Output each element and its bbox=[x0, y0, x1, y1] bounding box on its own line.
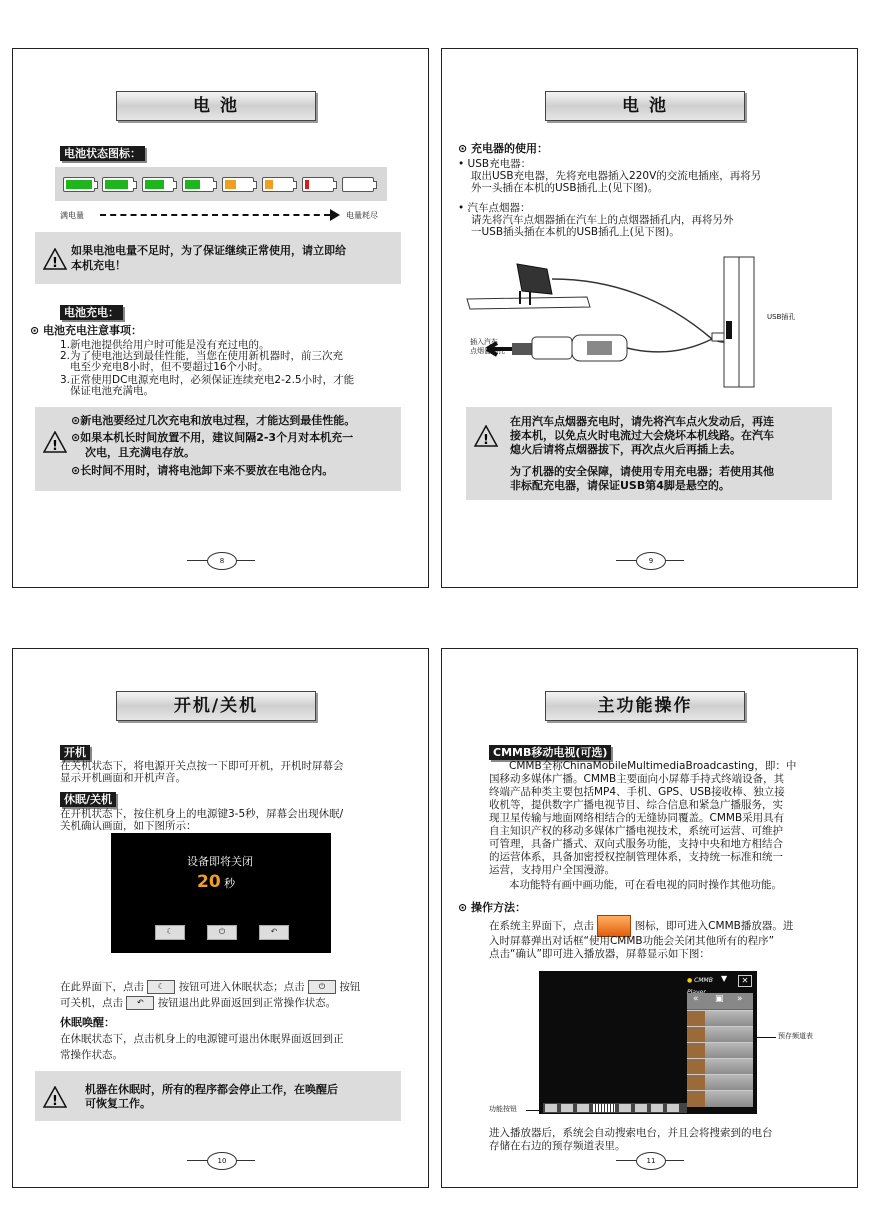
warning-box bbox=[35, 232, 401, 284]
warning-text-line: 如果电池电量不足时，为了保证继续正常使用，请立即给 bbox=[71, 244, 346, 257]
page-10 bbox=[12, 648, 429, 1188]
dashed-arrow bbox=[100, 214, 330, 216]
smiley-icon: ● bbox=[687, 977, 693, 984]
preset-pointer-line bbox=[754, 1037, 776, 1038]
close-button[interactable]: ✕ bbox=[738, 975, 752, 987]
function-toolbar bbox=[543, 1103, 687, 1113]
warning-text-line: 机器在休眠时，所有的程序都会停止工作，在唤醒后 bbox=[85, 1083, 338, 1096]
page-title: 开机/关机 bbox=[116, 691, 316, 721]
car-socket-label: 插入汽车 bbox=[470, 338, 498, 346]
page-11 bbox=[441, 648, 858, 1188]
warning-icon bbox=[43, 1086, 67, 1108]
channel-item[interactable] bbox=[687, 1010, 753, 1027]
channel-item[interactable] bbox=[687, 1090, 753, 1107]
charger-title: ⊙ 充电器的使用： bbox=[458, 142, 549, 155]
warning-text-line: 非标配充电器，请保证USB第4脚是悬空的。 bbox=[510, 479, 730, 492]
battery-icon bbox=[222, 177, 254, 192]
warning-icon bbox=[43, 431, 67, 453]
channel-item[interactable] bbox=[687, 1026, 753, 1043]
wake-text: 常操作状态。 bbox=[60, 1049, 123, 1061]
moon-icon: ☾ bbox=[157, 982, 165, 991]
empty-label: 电量耗尽 bbox=[346, 211, 378, 220]
player-logo-text: CMMB bbox=[694, 977, 713, 984]
back-button[interactable] bbox=[259, 925, 289, 940]
warning-text: 长时间不用时，请将电池卸下来不要放在电池仓内。 bbox=[80, 464, 334, 477]
warning-icon bbox=[43, 248, 67, 270]
cmmb-text-line: 运营，支持用户全国漫游。 bbox=[489, 864, 615, 876]
next-channel-button[interactable]: » bbox=[737, 994, 743, 1004]
car-title: • 汽车点烟器： bbox=[458, 202, 531, 214]
charging-label: 电池充电： bbox=[60, 305, 123, 320]
power-off-button[interactable] bbox=[207, 925, 237, 940]
page-number-text: 8 bbox=[207, 552, 237, 570]
note-line: 1.新电池提供给用户时可能是没有充过电的。 bbox=[60, 339, 270, 351]
after-text: 按钮 bbox=[339, 981, 361, 993]
notes-title-text: 电池充电注意事项： bbox=[43, 324, 143, 337]
method-text: 图标，即可进入CMMB播放器。进 bbox=[634, 920, 794, 932]
record-button[interactable] bbox=[651, 1104, 663, 1112]
volume-bar[interactable] bbox=[593, 1104, 615, 1112]
after-text-line bbox=[60, 995, 336, 1011]
channel-list bbox=[687, 993, 753, 1105]
dialog-countdown bbox=[197, 871, 235, 895]
warning-text-line: 可恢复工作。 bbox=[85, 1097, 151, 1110]
after-text: 按钮可进入休眠状态；点击 bbox=[178, 981, 305, 993]
cmmb-text-line: 的运营体系，具备加密授权控制管理体系，支持统一标准和统一 bbox=[489, 851, 783, 863]
after-text-line bbox=[60, 979, 360, 995]
countdown-unit: 秒 bbox=[224, 877, 236, 890]
channel-nav-bar bbox=[687, 993, 753, 1009]
method-text-line: 点击“确认”即可进入播放器，屏幕显示如下图： bbox=[489, 948, 710, 960]
page-title: 电 池 bbox=[116, 91, 316, 121]
screen-button[interactable] bbox=[545, 1104, 557, 1112]
usb-text: 取出USB充电器，先将充电器插入220V的交流电插座，再将另 bbox=[471, 170, 762, 182]
battery-icon bbox=[102, 177, 134, 192]
battery-icons-strip bbox=[55, 167, 387, 201]
countdown-number: 20 bbox=[197, 872, 221, 892]
usb-title-text: USB充电器： bbox=[467, 158, 532, 170]
bottom-text: 存储在右边的预存频道表里。 bbox=[489, 1140, 626, 1152]
warning-box bbox=[35, 407, 401, 491]
page-number-text: 11 bbox=[636, 1152, 666, 1170]
warning-text-line: 在用汽车点烟器充电时，请先将汽车点火发动后，再连 bbox=[510, 415, 774, 428]
power-on-label: 开机 bbox=[60, 745, 90, 760]
page-number bbox=[187, 1152, 255, 1170]
cmmb-text-line: CMMB全称ChinaMobileMultimediaBroadcasting，即：中 bbox=[489, 760, 797, 772]
cmmb-text-line: 国移动多媒体广播。CMMB主要面向小屏幕手持式终端设备，其 bbox=[489, 773, 785, 785]
car-socket-label: 点烟器插孔 bbox=[470, 347, 505, 355]
sleep-text: 关机确认画面，如下图所示： bbox=[60, 820, 197, 832]
sleep-off-label: 休眠/关机 bbox=[60, 792, 116, 807]
warning-text-line: 接本机，以免点火时电流过大会烧坏本机线路。在汽车 bbox=[510, 429, 774, 442]
svg-text:!: ! bbox=[52, 1094, 58, 1108]
usb-title: • USB充电器： bbox=[458, 158, 532, 170]
full-charge-label: 满电量 bbox=[60, 211, 84, 220]
bottom-text: 进入播放器后，系统会自动搜索电台，并且会将搜索到的电台 bbox=[489, 1127, 773, 1139]
after-text: 可关机，点击 bbox=[60, 997, 123, 1009]
battery-icon bbox=[63, 177, 95, 192]
cmmb-text-line: 自主知识产权的移动多媒体广播电视技术，系统可运营、可维护 bbox=[489, 825, 783, 837]
arrow-head-icon bbox=[330, 209, 340, 221]
warning-box bbox=[35, 1071, 401, 1121]
note-line: 2.为了使电池达到最佳性能，当您在使用新机器时，前三次充 bbox=[60, 350, 344, 362]
method-text-line: 入时屏幕弹出对话框“使用CMMB功能会关闭其他所有的程序” bbox=[489, 935, 775, 947]
battery-icon bbox=[142, 177, 174, 192]
cmmb-tv-icon bbox=[597, 915, 631, 937]
moon-icon: ☾ bbox=[166, 927, 174, 936]
note-line: 3.正常使用DC电源充电时，必须保证连续充电2-2.5小时，才能 bbox=[60, 374, 355, 386]
func-pointer-line bbox=[526, 1110, 542, 1111]
warning-text-line: 次电，且充满电存放。 bbox=[85, 446, 195, 459]
sleep-text: 在开机状态下，按住机身上的电源键3-5秒，屏幕会出现休眠/ bbox=[60, 808, 344, 820]
sleep-button[interactable] bbox=[155, 925, 185, 940]
svg-text:!: ! bbox=[52, 256, 58, 270]
prev-channel-button[interactable]: « bbox=[693, 994, 699, 1004]
battery-status-label: 电池状态图标： bbox=[60, 146, 145, 161]
preset-list-label: 预存频道表 bbox=[778, 1032, 813, 1040]
shutdown-dialog bbox=[111, 833, 331, 953]
sleep-inline-button bbox=[147, 980, 175, 994]
power-on-text: 在关机状态下，将电源开关点按一下即可开机，开机时屏幕会 bbox=[60, 760, 344, 772]
back-inline-button bbox=[126, 996, 154, 1010]
cmmb-text-line: 现卫星传输与地面网络相结合的无缝协同覆盖。CMMB采用具有 bbox=[489, 812, 785, 824]
warning-text-line: 熄火后请将点烟器拔下，再次点火后再插上去。 bbox=[510, 443, 741, 456]
search-button[interactable] bbox=[667, 1104, 679, 1112]
cmmb-player-screen bbox=[539, 971, 757, 1114]
notes-title: ⊙ 电池充电注意事项： bbox=[30, 324, 143, 337]
warning-text-line: ⊙长时间不用时，请将电池卸下来不要放在电池仓内。 bbox=[71, 464, 334, 477]
battery-icon bbox=[182, 177, 214, 192]
charger-title-text: 充电器的使用： bbox=[471, 142, 549, 155]
note-line: 电至少充电8小时，但不要超过16个小时。 bbox=[60, 361, 269, 373]
power-icon: ⏻ bbox=[218, 927, 226, 936]
battery-icon bbox=[262, 177, 294, 192]
warning-text-line: 为了机器的安全保障，请使用专用充电器；若使用其他 bbox=[510, 465, 774, 478]
power-icon: ⏻ bbox=[318, 982, 326, 991]
back-arrow-icon: ↶ bbox=[270, 927, 278, 936]
page-number bbox=[616, 552, 684, 570]
car-title-text: 汽车点烟器： bbox=[467, 202, 531, 214]
wake-title: 休眠唤醒： bbox=[60, 1016, 115, 1029]
channel-home-icon[interactable]: ▣ bbox=[715, 994, 724, 1004]
warning-text: 如果本机长时间放置不用，建议间隔2-3个月对本机充一 bbox=[80, 431, 354, 444]
car-text: 请先将汽车点烟器插在汽车上的点烟器插孔内，再将另外 bbox=[471, 214, 734, 226]
settings-button[interactable] bbox=[635, 1104, 647, 1112]
cmmb-text-line: 终端产品种类主要包括MP4、手机、GPS、USB接收棒、独立接 bbox=[489, 786, 785, 798]
warning-text-line: ⊙新电池要经过几次充电和放电过程，才能达到最佳性能。 bbox=[71, 414, 356, 427]
cmmb-label: CMMB移动电视(可选) bbox=[489, 745, 611, 760]
page-9 bbox=[441, 48, 858, 588]
warning-text-line: ⊙如果本机长时间放置不用，建议间隔2-3个月对本机充一 bbox=[71, 431, 354, 444]
player-logo bbox=[687, 975, 723, 987]
method-text: 在系统主界面下，点击 bbox=[489, 920, 594, 932]
volume-up-button[interactable] bbox=[619, 1104, 631, 1112]
warning-box bbox=[466, 407, 832, 500]
volume-down-button[interactable] bbox=[577, 1104, 589, 1112]
warning-text: 新电池要经过几次充电和放电过程，才能达到最佳性能。 bbox=[80, 414, 356, 427]
battery-icon bbox=[302, 177, 334, 192]
usb-port-label: USB插孔 bbox=[767, 313, 796, 321]
channel-item[interactable] bbox=[687, 1074, 753, 1091]
method-title-text: 操作方法： bbox=[471, 901, 527, 914]
page-number-text: 9 bbox=[636, 552, 666, 570]
power-inline-button bbox=[308, 980, 336, 994]
after-text: 按钮退出此界面返回到正常操作状态。 bbox=[157, 997, 337, 1009]
page-title: 电 池 bbox=[545, 91, 745, 121]
note-line: 保证电池充满电。 bbox=[60, 385, 155, 397]
warning-text-line: 本机充电！ bbox=[71, 259, 126, 272]
pip-text: 本功能特有画中画功能，可在看电视的同时操作其他功能。 bbox=[489, 879, 783, 891]
page-number bbox=[616, 1152, 684, 1170]
page-title: 主功能操作 bbox=[545, 691, 745, 721]
cmmb-paragraph bbox=[489, 760, 839, 877]
wake-text: 在休眠状态下，点击机身上的电源键可退出休眠界面返回到正 bbox=[60, 1033, 344, 1045]
cmmb-text-line: 可管理，具备广播式、双向式服务功能，支持中央和地方相结合 bbox=[489, 838, 783, 850]
page-8 bbox=[12, 48, 429, 588]
method-title: ⊙ 操作方法： bbox=[458, 901, 527, 914]
channel-item[interactable] bbox=[687, 1058, 753, 1075]
svg-text:!: ! bbox=[52, 439, 58, 453]
dropdown-icon[interactable]: ▼ bbox=[721, 974, 728, 983]
power-on-text: 显示开机画面和开机声音。 bbox=[60, 772, 186, 784]
prev-button[interactable] bbox=[561, 1104, 573, 1112]
after-text: 在此界面下，点击 bbox=[60, 981, 144, 993]
function-buttons-label: 功能按钮 bbox=[489, 1105, 517, 1113]
page-number-text: 10 bbox=[207, 1152, 237, 1170]
battery-icon bbox=[342, 177, 374, 192]
method-text-line bbox=[489, 915, 793, 937]
back-arrow-icon: ↶ bbox=[136, 998, 144, 1007]
dialog-title: 设备即将关闭 bbox=[187, 855, 253, 868]
svg-text:!: ! bbox=[483, 433, 489, 447]
car-text: 一USB插头插在本机的USB插孔上(见下图)。 bbox=[471, 226, 680, 238]
page-number bbox=[187, 552, 255, 570]
warning-icon bbox=[474, 425, 498, 447]
channel-item[interactable] bbox=[687, 1042, 753, 1059]
cmmb-text-line: 收机等，提供数字广播电视节目、综合信息和紧急广播服务，实 bbox=[489, 799, 783, 811]
usb-text: 外一头插在本机的USB插孔上(见下图)。 bbox=[471, 182, 659, 194]
